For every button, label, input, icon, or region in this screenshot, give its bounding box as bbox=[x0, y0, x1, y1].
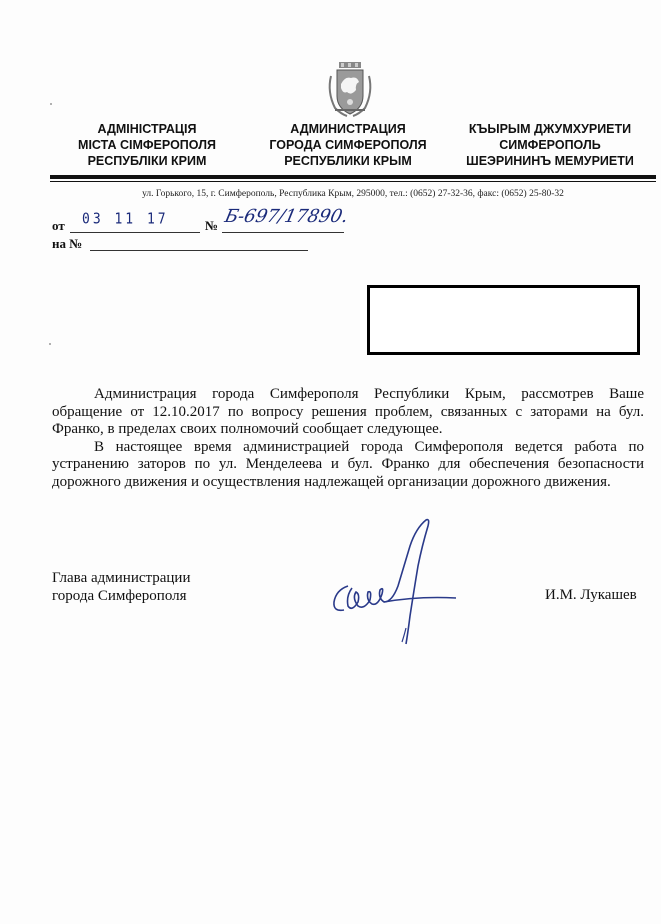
header-ua-line: АДМІНІСТРАЦІЯ bbox=[97, 122, 197, 136]
header-russian bbox=[262, 121, 434, 169]
header-ru-line: РЕСПУБЛИКИ КРЫМ bbox=[284, 154, 412, 168]
signatory-title-line: города Симферополя bbox=[52, 588, 187, 604]
header-ct-line: КЪЫРЫМ ДЖУМХУРИЕТИ bbox=[468, 122, 632, 136]
scan-speck bbox=[50, 103, 52, 105]
reply-to-underline bbox=[90, 250, 308, 251]
handwritten-signature bbox=[318, 516, 458, 650]
header-ua-line: МІСТА СІМФЕРОПОЛЯ bbox=[78, 138, 216, 152]
signatory-title bbox=[52, 569, 190, 605]
body-paragraph: В настоящее время администрацией города Симферополя ведется работа по устранению заторов по ул. Менделеева и бул. Франко для обеспечения безопасности дорожного движения и осуществления надлежащей организации дорожного движения. bbox=[52, 438, 644, 490]
reply-to-label: на № bbox=[52, 236, 83, 251]
outgoing-number-handwritten: Б-697/17890. bbox=[222, 206, 350, 227]
number-label: № bbox=[205, 218, 219, 233]
header-ukrainian bbox=[62, 121, 232, 169]
outgoing-date-stamp: 03 11 17 bbox=[82, 210, 169, 229]
header-ct-line: ШЕЭРИНИНЪ МЕМУРИЕТИ bbox=[466, 154, 634, 168]
header-crimean-tatar bbox=[452, 121, 648, 169]
header-divider-thick bbox=[50, 175, 656, 179]
crimea-coat-of-arms-icon bbox=[325, 62, 375, 118]
header-ct-line: СИМФЕРОПОЛЬ bbox=[499, 138, 601, 152]
redacted-recipient-box bbox=[367, 285, 640, 355]
body-paragraph: Администрация города Симферополя Республики Крым, рассмотрев Ваше обращение от 12.10.2017 по вопросу решения проблем, связанных с заторами на бул. Франко, в пределах своих полномочий сообщает следующее. bbox=[52, 386, 644, 438]
header-ru-line: ГОРОДА СИМФЕРОПОЛЯ bbox=[269, 138, 427, 152]
header-divider-thin bbox=[50, 181, 656, 182]
date-underline bbox=[70, 232, 200, 233]
contact-address: ул. Горького, 15, г. Симферополь, Республика Крым, 295000, тел.: (0652) 27-32-36, факс: (0652) 25-80-32 bbox=[142, 189, 564, 199]
scan-speck bbox=[49, 343, 51, 345]
signatory-name: И.М. Лукашев bbox=[545, 587, 637, 603]
letter-body bbox=[52, 386, 644, 492]
date-label: от bbox=[52, 218, 65, 233]
header-ru-line: АДМИНИСТРАЦИЯ bbox=[290, 122, 406, 136]
header-ua-line: РЕСПУБЛІКИ КРИМ bbox=[87, 154, 207, 168]
signatory-title-line: Глава администрации bbox=[52, 570, 191, 586]
number-underline bbox=[222, 232, 344, 233]
